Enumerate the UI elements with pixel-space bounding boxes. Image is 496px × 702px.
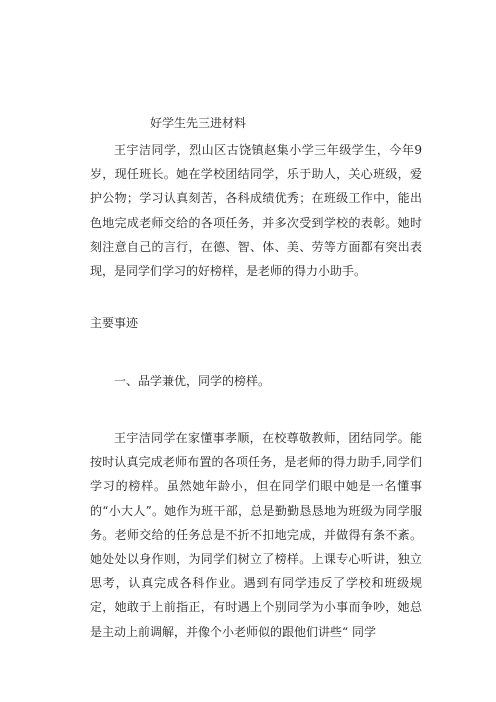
- body-paragraph: 王宇洁同学在家懂事孝顺，在校尊敬教师，团结同学。能按时认真完成老师布置的各项任务，是老师的得力助手,同学们学习的榜样。虽然她年龄小，但在同学们眼中她是一名懂事的“小大人”。她作为班干部，总是勤勤恳恳地为班级为同学服务。老师交给的任务总是不折不扣地完成，并做得有条不紊。她处处以身作则，为同学们树立了榜样。上课专心听讲，独立思考，认真完成各科作业。遇到有同学违反了学校和班级规定，她敢于上前指正，有时遇上个别同学为小事而争吵，她总是主动上前调解，并像个小老师似的跟他们讲些“ 同学: [90, 431, 422, 639]
- intro-paragraph: 王宇洁同学，烈山区古饶镇赵集小学三年级学生，今年9岁，现任班长。她在学校团结同学，乐于助人，关心班级，爱护公物；学习认真刻苦，各科成绩优秀；在班级工作中，能出色地完成老师交给的各项任务，并多次受到学校的表彰。她时刻注意自己的言行，在德、智、体、美、劳等方面都有突出表现，是同学们学习的好榜样，是老师的得力小助手。: [90, 143, 422, 279]
- subsection-heading: 一、品学兼优，同学的榜样。: [114, 374, 271, 388]
- section-heading: 主要事迹: [90, 316, 139, 330]
- document-title: 好学生先三进材料: [150, 116, 247, 130]
